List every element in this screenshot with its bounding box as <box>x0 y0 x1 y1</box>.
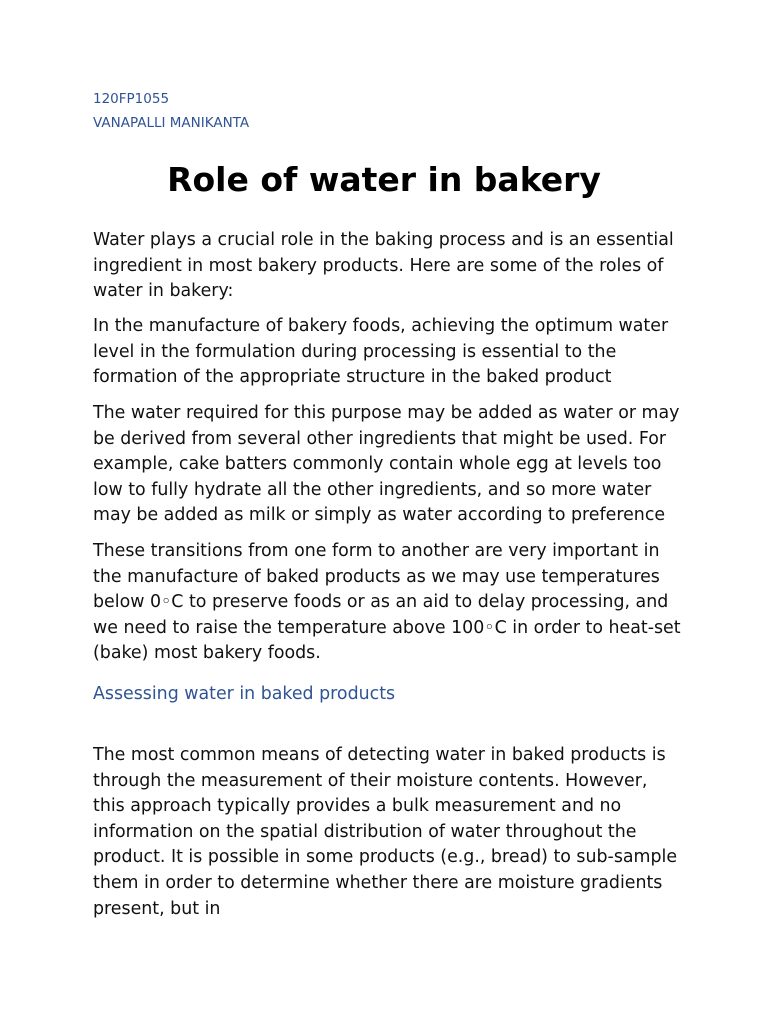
paragraph-assessing-water: The most common means of detecting water in baked products is through the measurement of their moisture contents. However, this approach typically provides a bulk measurement and no information on the spatial distribution of water throughout the product. It is possible in some products (e.g., bread) to sub-sample them in order to determine whether there are moisture gradients present, but in <box>93 745 678 919</box>
paragraph-optimum-water: In the manufacture of bakery foods, achieving the optimum water level in the formulation during processing is essential to the formation of the appropriate structure in the baked product <box>93 316 669 388</box>
section-heading: Assessing water in baked products <box>93 684 396 704</box>
paragraph-water-sources: The water required for this purpose may be added as water or may be derived from several other ingredients that might be used. For example, cake batters commonly contain whole egg at levels too low to fully hydrate all the other ingredients, and so more water may be added as milk or simply as water according to preference <box>93 403 680 526</box>
paragraph-transitions: These transitions from one form to another are very important in the manufacture of baked products as we may use temperatures below 0◦C to preserve foods or as an aid to delay processing, and we need to raise the temperature above 100◦C in order to heat-set (bake) most bakery foods. <box>93 541 681 664</box>
student-id: 120FP1055 <box>93 91 170 107</box>
student-name: VANAPALLI MANIKANTA <box>93 115 250 131</box>
document-title: Role of water in bakery <box>167 160 601 199</box>
paragraph-intro: Water plays a crucial role in the baking process and is an essential ingredient in most bakery products. Here are some of the roles of water in bakery: <box>93 230 674 302</box>
